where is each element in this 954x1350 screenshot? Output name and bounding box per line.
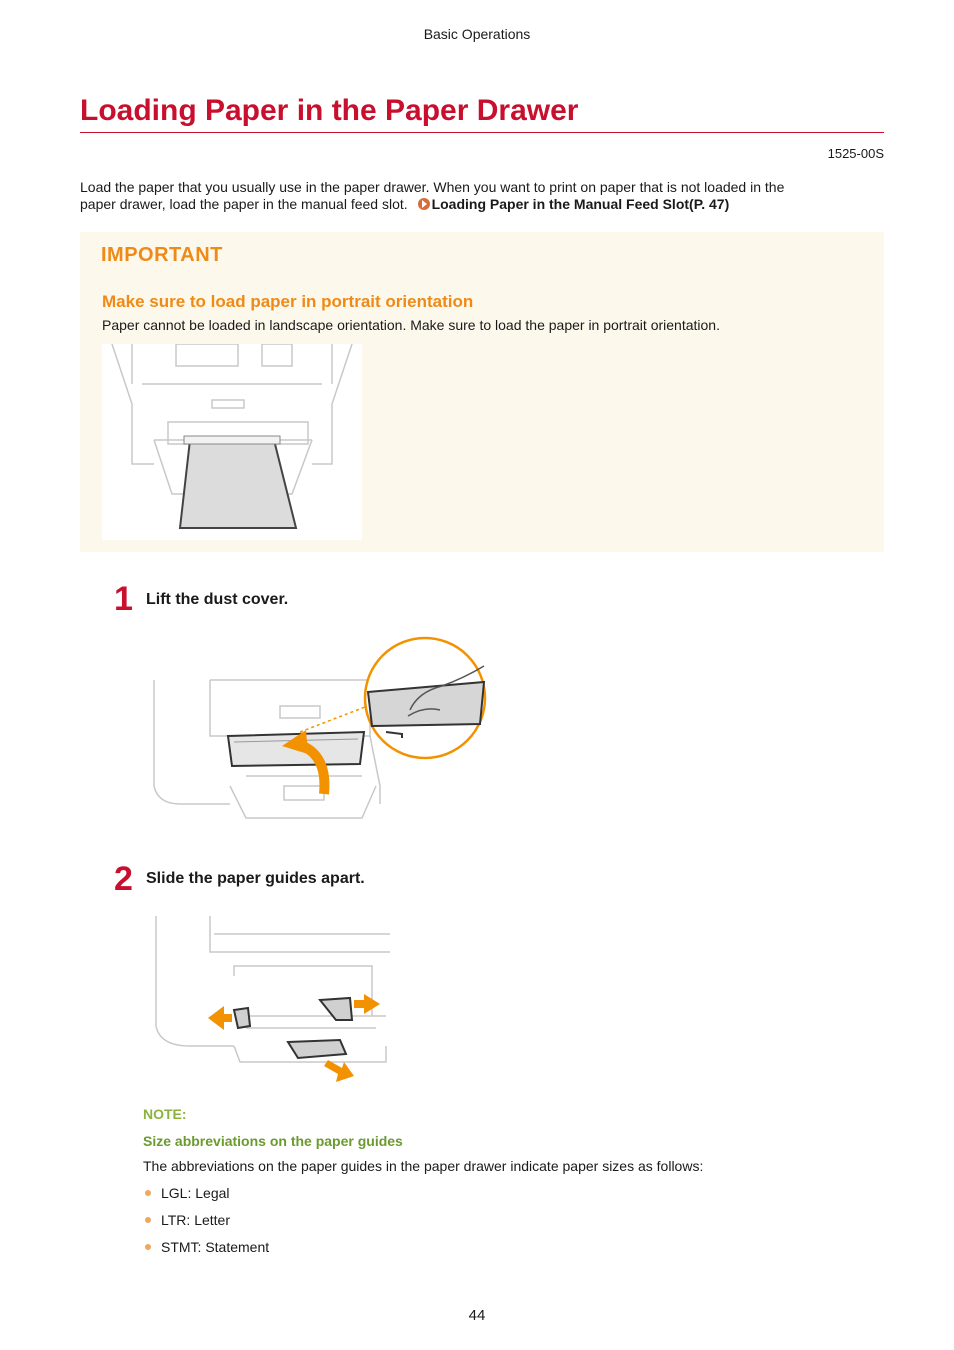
portrait-orientation-illustration (102, 344, 362, 540)
slide-paper-guides-illustration (150, 916, 390, 1088)
bullet-icon (145, 1244, 151, 1250)
intro-paragraph (80, 179, 870, 213)
important-box (80, 232, 884, 552)
running-header: Basic Operations (423, 26, 531, 42)
bullet-icon (145, 1190, 151, 1196)
list-item (143, 1183, 269, 1210)
note-label: NOTE: (143, 1106, 187, 1122)
link-arrow-icon (418, 198, 430, 210)
list-item (143, 1210, 269, 1237)
page-number: 44 (468, 1307, 486, 1324)
step-2-number: 2 (114, 860, 133, 898)
document-id: 1525-00S (827, 146, 884, 161)
important-heading: Make sure to load paper in portrait orientation (102, 292, 474, 311)
list-item-text: STMT: Statement (161, 1239, 270, 1255)
list-item-text: LTR: Letter (161, 1212, 230, 1228)
step-1-text: Lift the dust cover. (146, 591, 289, 608)
important-label: IMPORTANT (101, 244, 223, 266)
step-2-text: Slide the paper guides apart. (146, 870, 365, 887)
note-text: The abbreviations on the paper guides in the paper drawer indicate paper sizes as follows: (143, 1158, 704, 1174)
note-heading: Size abbreviations on the paper guides (143, 1133, 403, 1149)
bullet-icon (145, 1217, 151, 1223)
list-item (143, 1237, 269, 1264)
list-item-text: LGL: Legal (161, 1185, 230, 1201)
lift-dust-cover-illustration (150, 636, 490, 822)
important-text: Paper cannot be loaded in landscape orientation. Make sure to load the paper in portrait orientation. (102, 317, 720, 333)
manual-feed-link[interactable]: Loading Paper in the Manual Feed Slot(P. 47) (431, 196, 730, 212)
page-title: Loading Paper in the Paper Drawer (80, 94, 884, 133)
size-abbreviation-list (143, 1183, 269, 1264)
intro-line-1: Load the paper that you usually use in the paper drawer. When you want to print on paper that is not loaded in the (80, 179, 785, 195)
intro-line-2: paper drawer, load the paper in the manual feed slot. (80, 196, 408, 212)
step-1-number: 1 (114, 580, 133, 618)
